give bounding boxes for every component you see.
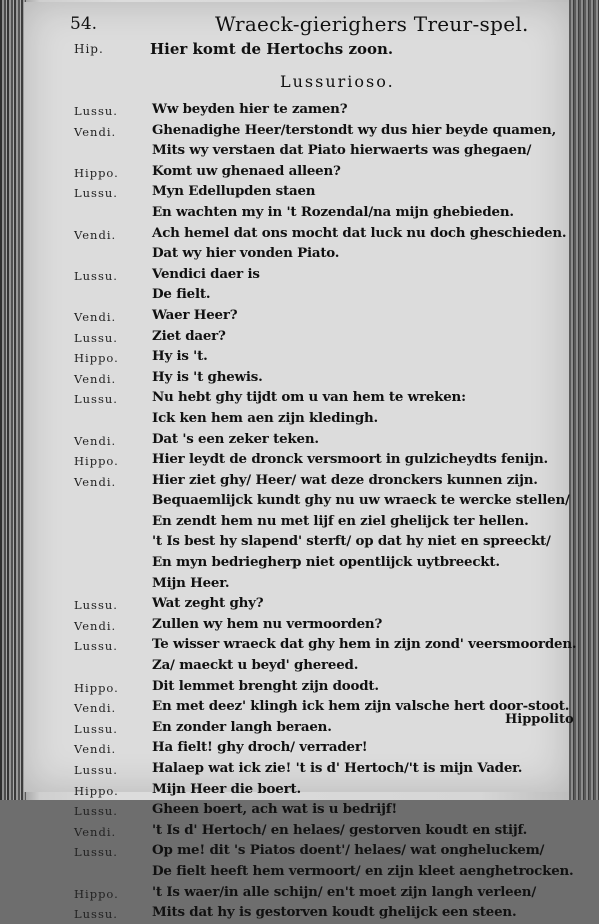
dialogue-line xyxy=(74,409,574,430)
dialogue-line xyxy=(74,574,574,595)
dialogue-text: Waer Heer? xyxy=(152,306,238,323)
dialogue-line xyxy=(74,347,574,368)
speaker-name: Lussu. xyxy=(74,763,118,777)
dialogue-text: En met deez' klingh ick hem zijn valsche hert door-stoot. xyxy=(152,698,570,715)
dialogue-text: Komt uw ghenaed alleen? xyxy=(152,162,341,179)
dialogue-text: Ha fielt! ghy droch/ verrader! xyxy=(152,739,368,756)
speaker-name: Lussu. xyxy=(74,598,118,613)
dialogue-text: De fielt heeft hem vermoort/ en zijn kleet aenghetrocken. xyxy=(152,862,574,879)
speaker-name: Vendi. xyxy=(74,227,117,242)
dialogue-text: Mijn Heer die boert. xyxy=(152,780,301,797)
dialogue-text: En myn bedriegherp niet opentlijck uytbreeckt. xyxy=(152,554,500,571)
speaker-name: Vendi. xyxy=(74,309,117,324)
dialogue-line xyxy=(74,883,574,904)
dialogue-line xyxy=(74,635,577,656)
dialogue-line xyxy=(74,697,574,718)
dialogue-text: 't Is best hy slapend' sterft/ op dat hy niet en spreeckt/ xyxy=(152,533,551,550)
dialogue-line xyxy=(74,430,574,451)
dialogue-line xyxy=(74,306,574,327)
speaker-name: Vendi. xyxy=(74,742,117,757)
speaker-name: Hippo. xyxy=(74,165,119,180)
dialogue-line xyxy=(74,512,574,533)
dialogue-text: En zendt hem nu met lijf en ziel ghelijck ter hellen. xyxy=(152,512,529,529)
speaker-name: Vendi. xyxy=(74,701,117,716)
dialogue-line xyxy=(74,491,574,512)
speaker-name: Vendi. xyxy=(74,474,117,489)
dialogue-line xyxy=(74,224,574,245)
dialogue-line xyxy=(74,203,574,224)
dialogue-text: Mijn Heer. xyxy=(152,574,230,591)
dialogue-line xyxy=(74,244,574,265)
dialogue-text: 't Is waer/in alle schijn/ en't moet zijn langh verleen/ xyxy=(152,883,537,900)
dialogue-line xyxy=(74,285,574,306)
dialogue-line xyxy=(74,759,574,780)
dialogue-line xyxy=(74,450,574,471)
dialogue-text: Halaep wat ick zie! 't is d' Hertoch/'t is mijn Vader. xyxy=(152,760,523,776)
dialogue-line xyxy=(74,862,574,883)
dialogue-line xyxy=(74,800,574,821)
speaker-name: Vendi. xyxy=(74,371,117,386)
dialogue-text: Zullen wy hem nu vermoorden? xyxy=(152,615,383,632)
dialogue-text: Gheen boert, ach wat is u bedrijf! xyxy=(152,801,398,818)
speaker-name: Lussu. xyxy=(74,186,118,201)
speaker-name: Hippo. xyxy=(74,351,119,366)
dialogue-line xyxy=(74,821,574,842)
speaker-name: Lussu. xyxy=(74,330,118,345)
speaker-name: Vendi. xyxy=(74,124,117,139)
dialogue-block xyxy=(74,100,577,924)
dialogue-text: Nu hebt ghy tijdt om u van hem te wreken: xyxy=(152,389,466,406)
dialogue-text: Dat wy hier vonden Piato. xyxy=(152,245,340,262)
dialogue-text: Hy is 't. xyxy=(152,348,208,365)
speaker-name: Vendi. xyxy=(74,433,117,448)
dialogue-line xyxy=(74,553,574,574)
dialogue-line xyxy=(74,532,574,553)
dialogue-text: Mits dat hy is gestorven koudt ghelijck een steen. xyxy=(152,904,517,921)
speaker-name: Hip. xyxy=(74,42,104,56)
dialogue-line xyxy=(74,327,574,348)
dialogue-text: Bequaemlijck kundt ghy nu uw wraeck te wercke stellen/ xyxy=(152,492,570,509)
dialogue-line xyxy=(74,100,574,121)
scene-heading: Lussurioso. xyxy=(280,72,395,91)
catchword: Hippolito xyxy=(505,712,574,727)
dialogue-line xyxy=(74,615,574,636)
speaker-name: Lussu. xyxy=(74,907,118,922)
dialogue-text: Ziet daer? xyxy=(152,327,226,344)
dialogue-text: Vendici daer is xyxy=(152,265,260,282)
dialogue-text: Hy is 't ghewis. xyxy=(152,368,263,385)
page-number: 54. xyxy=(70,14,98,34)
dialogue-line xyxy=(74,182,574,203)
dialogue-text: De fielt. xyxy=(152,286,211,303)
dialogue-text: Ww beyden hier te zamen? xyxy=(152,101,348,117)
dialogue-line xyxy=(74,903,574,924)
dialogue-line xyxy=(74,388,574,409)
dialogue-line xyxy=(74,738,574,759)
dialogue-line xyxy=(74,841,574,862)
dialogue-line xyxy=(74,594,574,615)
dialogue-line xyxy=(74,162,574,183)
dialogue-line xyxy=(74,780,574,801)
dialogue-text: Myn Edellupden staen xyxy=(152,183,316,200)
dialogue-line xyxy=(74,677,574,698)
dialogue-text: En wachten my in 't Rozendal/na mijn ghebieden. xyxy=(152,203,514,220)
dialogue-text: Ghenadighe Heer/terstondt wy dus hier beyde quamen, xyxy=(152,121,557,138)
dialogue-text: Mits wy verstaen dat Piato hierwaerts was ghegaen/ xyxy=(152,142,532,159)
dialogue-text: Ach hemel dat ons mocht dat luck nu doch gheschieden. xyxy=(152,224,567,241)
running-title: Wraeck-gierighers Treur-spel. xyxy=(215,12,529,36)
dialogue-text: En zonder langh beraen. xyxy=(152,718,332,735)
speaker-name: Lussu. xyxy=(74,804,118,819)
dialogue-text: Op me! dit 's Piatos doent'/ helaes/ wat ongheluckem/ xyxy=(152,842,545,859)
dialogue-text: Hier leydt de dronck versmoort in gulzicheydts fenijn. xyxy=(152,451,548,468)
speaker-name: Hippo. xyxy=(74,454,119,469)
dialogue-line xyxy=(74,265,574,286)
speaker-name: Hippo. xyxy=(74,886,119,901)
speaker-name: Lussu. xyxy=(74,721,118,736)
dialogue-text: Dat 's een zeker teken. xyxy=(152,430,319,447)
dialogue-text: Hier komt de Hertochs zoon. xyxy=(150,40,394,58)
dialogue-text: 't Is d' Hertoch/ en helaes/ gestorven koudt en stijf. xyxy=(152,821,528,838)
dialogue-text: Ick ken hem aen zijn kledingh. xyxy=(152,409,378,426)
dialogue-text: Dit lemmet brenght zijn doodt. xyxy=(152,677,379,694)
dialogue-line xyxy=(74,368,574,389)
speaker-name: Lussu. xyxy=(74,268,118,283)
dialogue-line xyxy=(74,471,574,492)
speaker-name: Lussu. xyxy=(74,845,118,860)
dialogue-text: Hier ziet ghy/ Heer/ wat deze dronckers kunnen zijn. xyxy=(152,471,538,488)
dialogue-line xyxy=(74,121,574,142)
speaker-name: Vendi. xyxy=(74,824,117,839)
dialogue-text: Za/ maeckt u beyd' ghereed. xyxy=(152,657,359,674)
dialogue-text: Wat zeght ghy? xyxy=(152,595,264,612)
speaker-name: Lussu. xyxy=(74,639,118,654)
dialogue-text: Te wisser wraeck dat ghy hem in zijn zond' veersmoorden. xyxy=(152,636,577,653)
dialogue-line xyxy=(74,718,574,739)
speaker-name: Lussu. xyxy=(74,104,118,118)
speaker-name: Hippo. xyxy=(74,783,119,798)
speaker-name: Hippo. xyxy=(74,680,119,695)
book-gutter xyxy=(0,0,26,800)
speaker-name: Vendi. xyxy=(74,618,117,633)
dialogue-line xyxy=(74,141,574,162)
dialogue-line xyxy=(74,656,574,677)
speaker-name: Lussu. xyxy=(74,392,118,407)
